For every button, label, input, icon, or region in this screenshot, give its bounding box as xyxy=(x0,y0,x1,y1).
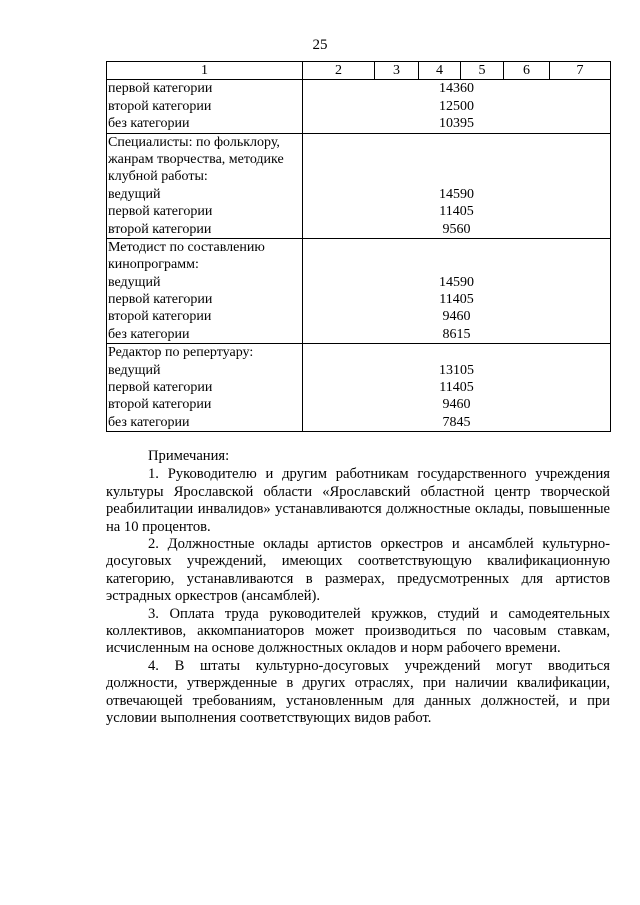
column-header: 3 xyxy=(375,62,419,80)
column-header: 2 xyxy=(303,62,375,80)
table-row xyxy=(107,344,611,432)
table-row xyxy=(107,133,611,238)
column-header: 1 xyxy=(107,62,303,80)
salary-value: 9460 xyxy=(442,309,471,325)
column-header: 7 xyxy=(550,62,611,80)
position-cell xyxy=(107,238,303,343)
salary-cell xyxy=(303,344,611,432)
position-label: второй категории xyxy=(108,309,212,325)
salary-cell xyxy=(303,133,611,238)
page-number: 25 xyxy=(312,37,328,53)
salary-value: 8615 xyxy=(442,326,471,342)
position-label: ведущий xyxy=(108,362,161,378)
position-cell xyxy=(107,80,303,133)
note-item: 1. Руководителю и другим работникам государственного учреждения культуры Ярославской области «Ярославский областной центр творческой реабилитации инвалидов» устанавливаются должностные оклады, повышенные на 10 процентов. xyxy=(106,466,610,535)
salary-value: 14590 xyxy=(439,186,474,202)
salary-value: 14360 xyxy=(439,81,474,97)
column-header: 4 xyxy=(419,62,461,80)
note-item: 2. Должностные оклады артистов оркестров и ансамблей культурно-досуговых учреждений, имеющих соответствующую квалификационную категорию, устанавливаются в размерах, предусмотренных для артистов эстрадных оркестров (ансамблей). xyxy=(106,536,610,605)
salary-value: 11405 xyxy=(439,292,474,308)
salary-value: 14590 xyxy=(439,274,474,290)
salary-value: 10395 xyxy=(439,116,474,132)
position-label: ведущий xyxy=(108,274,161,290)
note-item: 4. В штаты культурно-досуговых учреждений могут вводиться должности, утвержденные в других отраслях, при наличии квалификации, отвечающей требованиям, установленным для данных должностей, и при условии выполнения соответствующих видов работ. xyxy=(106,657,610,727)
salary-value: 13105 xyxy=(439,362,474,378)
note-item: 3. Оплата труда руководителей кружков, студий и самодеятельных коллективов, аккомпаниаторов может производиться по часовым ставкам, исчисленным на основе должностных окладов и норм рабочего времени. xyxy=(106,605,610,657)
position-label: первой категории xyxy=(108,292,213,308)
salary-cell xyxy=(303,238,611,343)
salary-value: 11405 xyxy=(439,380,474,396)
position-label: первой категории xyxy=(108,380,213,396)
position-label: без категории xyxy=(108,326,190,342)
salary-value: 7845 xyxy=(442,414,471,430)
column-header: 5 xyxy=(461,62,504,80)
table-row xyxy=(107,238,611,343)
position-label: второй категории xyxy=(108,221,212,237)
column-number-row xyxy=(107,62,611,80)
column-header: 6 xyxy=(504,62,550,80)
position-label: первой категории xyxy=(108,81,213,97)
group-heading-line: клубной работы: xyxy=(108,169,208,185)
position-label: второй категории xyxy=(108,98,212,114)
salary-cell xyxy=(303,80,611,133)
position-label: без категории xyxy=(108,116,190,132)
group-heading-line: жанрам творчества, методике xyxy=(108,151,284,167)
position-label: второй категории xyxy=(108,397,212,413)
notes-heading: Примечания: xyxy=(148,448,230,464)
salary-value: 9560 xyxy=(442,221,471,237)
table-row xyxy=(107,80,611,133)
notes-section xyxy=(106,448,610,728)
position-label: без категории xyxy=(108,414,190,430)
group-heading-line: Методист по составлению xyxy=(108,239,265,255)
salary-value: 12500 xyxy=(439,98,474,114)
position-label: первой категории xyxy=(108,204,213,220)
position-cell xyxy=(107,344,303,432)
salary-table xyxy=(106,61,611,432)
group-heading-line: кинопрограмм: xyxy=(108,257,199,273)
group-heading-line: Специалисты: по фольклору, xyxy=(108,134,280,150)
position-cell xyxy=(107,133,303,238)
position-label: ведущий xyxy=(108,186,161,202)
salary-value: 9460 xyxy=(442,397,471,413)
salary-value: 11405 xyxy=(439,204,474,220)
group-heading-line: Редактор по репертуару: xyxy=(108,345,254,361)
